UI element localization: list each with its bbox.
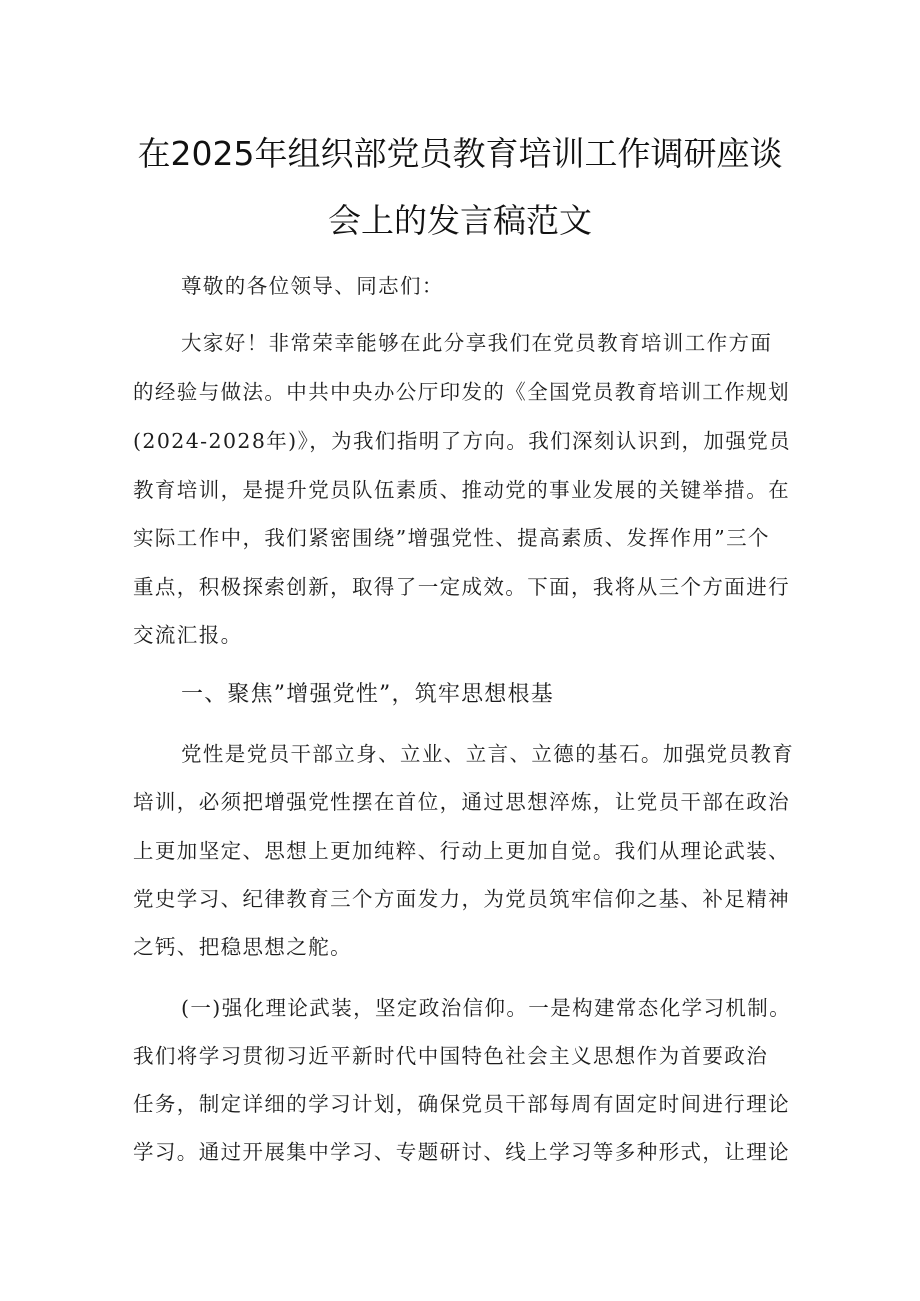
paragraph-3-line-4: 学习。通过开展集中学习、专题研讨、线上学习等多种形式，让理论	[133, 1140, 790, 1164]
greeting: 尊敬的各位领导、同志们：	[181, 274, 444, 298]
paragraph-3-line-2: 我们将学习贯彻习近平新时代中国特色社会主义思想作为首要政治	[133, 1044, 769, 1068]
section-1-heading: 一、聚焦”增强党性”，筑牢思想根基	[181, 682, 554, 707]
paragraph-2-line-2: 培训，必须把增强党性摆在首位，通过思想淬炼，让党员干部在政治	[133, 790, 790, 814]
document-title-line-1: 在2025年组织部党员教育培训工作调研座谈	[137, 134, 783, 173]
document-title-line-2: 会上的发言稿范文	[328, 201, 592, 240]
paragraph-1-line-1: 大家好！非常荣幸能够在此分享我们在党员教育培训工作方面	[181, 331, 773, 355]
paragraph-2-line-3: 上更加坚定、思想上更加纯粹、行动上更加自觉。我们从理论武装、	[133, 839, 790, 863]
paragraph-1-line-4: 教育培训，是提升党员队伍素质、推动党的事业发展的关键举措。在	[133, 478, 790, 502]
paragraph-1-line-5: 实际工作中，我们紧密围绕”增强党性、提高素质、发挥作用”三个	[133, 526, 770, 550]
paragraph-1-line-6: 重点，积极探索创新，取得了一定成效。下面，我将从三个方面进行	[133, 575, 790, 599]
paragraph-3-line-3: 任务，制定详细的学习计划，确保党员干部每周有固定时间进行理论	[133, 1092, 790, 1116]
paragraph-3-line-1: (一)强化理论武装，坚定政治信仰。一是构建常态化学习机制。	[181, 996, 792, 1020]
paragraph-2-line-4: 党史学习、纪律教育三个方面发力，为党员筑牢信仰之基、补足精神	[133, 887, 790, 911]
paragraph-1-line-3: (2024-2028年)》，为我们指明了方向。我们深刻认识到，加强党员	[133, 429, 792, 453]
paragraph-2-line-5: 之钙、把稳思想之舵。	[133, 935, 352, 959]
paragraph-2-line-1: 党性是党员干部立身、立业、立言、立德的基石。加强党员教育	[181, 742, 795, 766]
paragraph-1-line-7: 交流汇报。	[133, 623, 243, 647]
paragraph-1-line-2: 的经验与做法。中共中央办公厅印发的《全国党员教育培训工作规划	[133, 380, 790, 404]
